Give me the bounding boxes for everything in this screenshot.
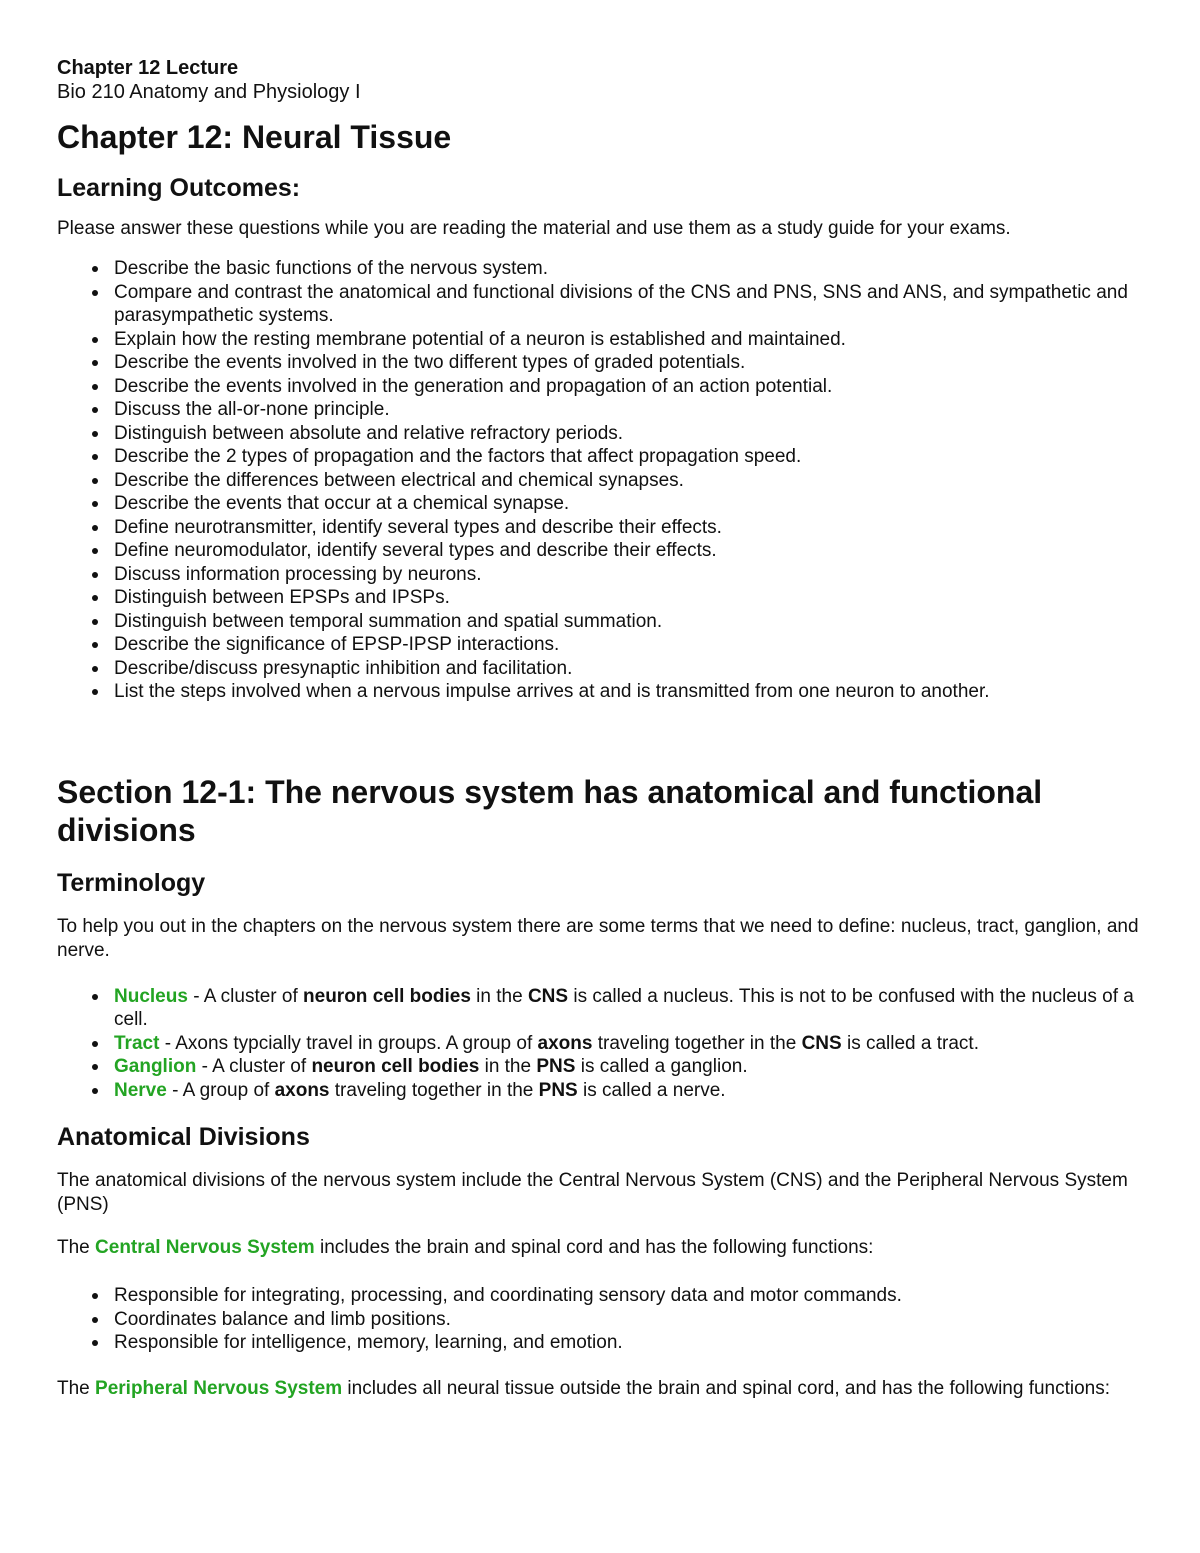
cns-post: includes the brain and spinal cord and has the following functions: bbox=[314, 1237, 874, 1258]
term-bold: axons bbox=[274, 1079, 330, 1101]
list-item: Describe the events that occur at a chemical synapse. bbox=[57, 492, 1157, 516]
term-text: - Axons typcially travel in groups. A group of bbox=[159, 1032, 538, 1054]
cns-intro bbox=[57, 1236, 1157, 1260]
term-tract bbox=[57, 1032, 1157, 1056]
term-bold: axons bbox=[537, 1032, 593, 1054]
anatomical-divisions-intro: The anatomical divisions of the nervous system include the Central Nervous System (CNS) and the Peripheral Nervous System (PNS) bbox=[57, 1170, 1128, 1215]
list-item: Describe the events involved in the generation and propagation of an action potential. bbox=[57, 375, 1157, 399]
term-text: - A group of bbox=[166, 1079, 275, 1101]
section-title: Section 12-1: The nervous system has anatomical and functional divisions bbox=[57, 773, 1043, 848]
terminology-intro: To help you out in the chapters on the nervous system there are some terms that we need to define: nucleus, tract, ganglion, and nerve. bbox=[57, 915, 1139, 961]
list-item: Describe/discuss presynaptic inhibition and facilitation. bbox=[57, 657, 1157, 681]
term-text: is called a nucleus. This is not to be confused with the nucleus of a cell. bbox=[114, 985, 1134, 1030]
term-text: in the bbox=[479, 1056, 537, 1077]
pns-pre: The bbox=[57, 1377, 96, 1399]
term-label: Nerve bbox=[114, 1079, 167, 1101]
list-item: Describe the differences between electrical and chemical synapses. bbox=[57, 469, 1157, 493]
pns-post: includes all neural tissue outside the brain and spinal cord, and has the following functions: bbox=[342, 1377, 1111, 1399]
chapter-title: Chapter 12: Neural Tissue bbox=[57, 119, 452, 155]
course-name: Bio 210 Anatomy and Physiology I bbox=[57, 81, 361, 103]
cns-pre: The bbox=[57, 1237, 96, 1258]
lecture-title: Chapter 12 Lecture bbox=[57, 57, 239, 79]
list-item: Coordinates balance and limb positions. bbox=[57, 1308, 1157, 1332]
list-item: Describe the 2 types of propagation and the factors that affect propagation speed. bbox=[57, 445, 1157, 469]
term-bold: neuron cell bodies bbox=[303, 985, 471, 1007]
pns-term: Peripheral Nervous System bbox=[95, 1377, 343, 1399]
term-text: is called a ganglion. bbox=[575, 1056, 748, 1077]
term-text: - A cluster of bbox=[187, 985, 304, 1007]
terminology-heading: Terminology bbox=[57, 868, 206, 897]
term-bold: neuron cell bodies bbox=[311, 1056, 480, 1077]
list-item: Distinguish between temporal summation and spatial summation. bbox=[57, 610, 1157, 634]
list-item: Distinguish between absolute and relative refractory periods. bbox=[57, 422, 1157, 446]
list-item: Distinguish between EPSPs and IPSPs. bbox=[57, 586, 1157, 610]
term-text: is called a tract. bbox=[841, 1032, 979, 1054]
term-text: traveling together in the bbox=[329, 1079, 539, 1101]
pns-intro bbox=[57, 1377, 1157, 1401]
term-label: Ganglion bbox=[114, 1056, 197, 1077]
list-item: Explain how the resting membrane potential of a neuron is established and maintained. bbox=[57, 328, 1157, 352]
terminology-list bbox=[57, 985, 1157, 1103]
cns-functions-list bbox=[57, 1284, 1157, 1355]
term-bold: CNS bbox=[527, 985, 569, 1007]
term-text: is called a nerve. bbox=[577, 1079, 726, 1101]
term-text: - A cluster of bbox=[196, 1056, 312, 1077]
term-ganglion bbox=[57, 1055, 1157, 1079]
list-item: Responsible for intelligence, memory, learning, and emotion. bbox=[57, 1331, 1157, 1355]
list-item: Describe the significance of EPSP-IPSP interactions. bbox=[57, 633, 1157, 657]
list-item: Compare and contrast the anatomical and functional divisions of the CNS and PNS, SNS and ANS, and sympathetic and parasympathetic systems. bbox=[57, 281, 1157, 328]
learning-outcomes-heading: Learning Outcomes: bbox=[57, 174, 301, 202]
list-item: Describe the basic functions of the nervous system. bbox=[57, 257, 1157, 281]
cns-term: Central Nervous System bbox=[95, 1237, 315, 1258]
term-bold: CNS bbox=[801, 1032, 842, 1054]
list-item: Define neuromodulator, identify several types and describe their effects. bbox=[57, 539, 1157, 563]
learning-outcomes-intro: Please answer these questions while you are reading the material and use them as a study guide for your exams. bbox=[57, 218, 1011, 239]
term-label: Tract bbox=[114, 1032, 160, 1054]
anatomical-divisions-heading: Anatomical Divisions bbox=[57, 1123, 310, 1151]
term-nucleus bbox=[57, 985, 1157, 1032]
list-item: Define neurotransmitter, identify several types and describe their effects. bbox=[57, 516, 1157, 540]
list-item: Discuss information processing by neurons. bbox=[57, 563, 1157, 587]
document-page bbox=[57, 56, 1157, 1401]
list-item: List the steps involved when a nervous impulse arrives at and is transmitted from one neuron to another. bbox=[57, 680, 1157, 704]
term-nerve bbox=[57, 1079, 1157, 1103]
term-bold: PNS bbox=[536, 1056, 576, 1077]
term-text: traveling together in the bbox=[592, 1032, 802, 1054]
term-bold: PNS bbox=[538, 1079, 578, 1101]
term-label: Nucleus bbox=[114, 985, 188, 1007]
list-item: Describe the events involved in the two different types of graded potentials. bbox=[57, 351, 1157, 375]
list-item: Responsible for integrating, processing, and coordinating sensory data and motor commands. bbox=[57, 1284, 1157, 1308]
term-text: in the bbox=[470, 985, 528, 1007]
learning-outcomes-list bbox=[57, 257, 1157, 704]
list-item: Discuss the all-or-none principle. bbox=[57, 398, 1157, 422]
